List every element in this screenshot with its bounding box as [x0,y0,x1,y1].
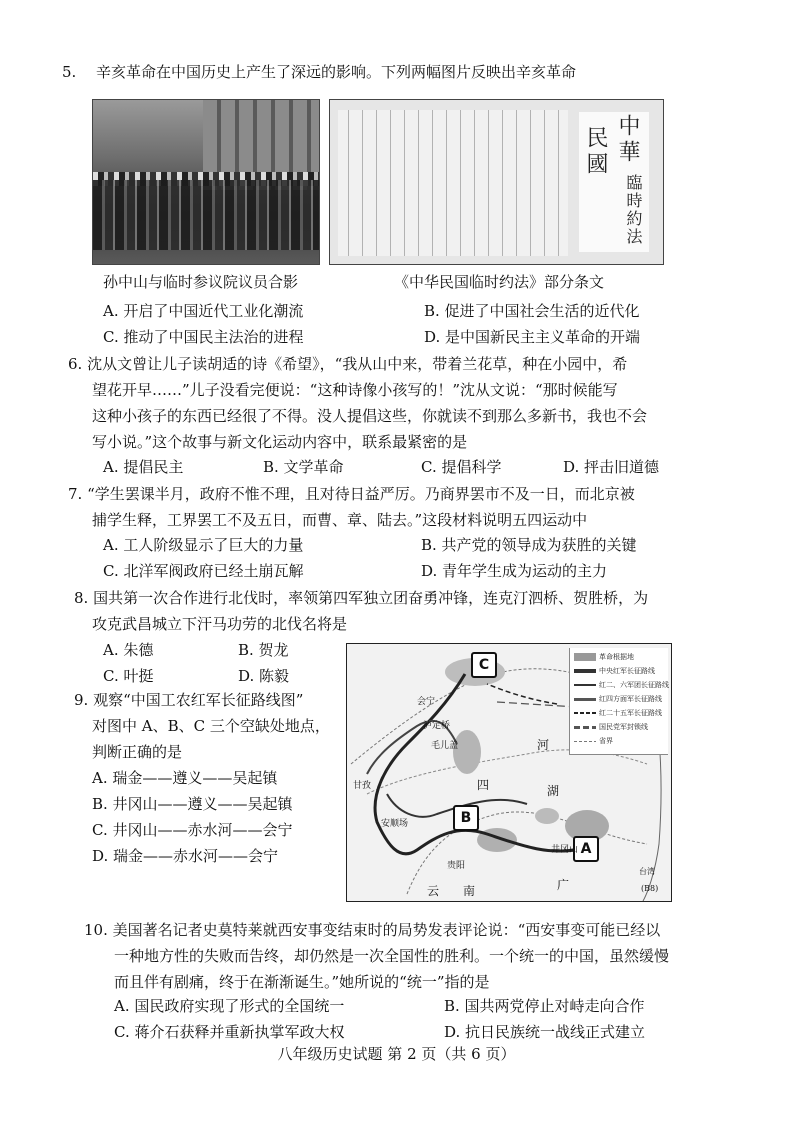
legend-item [574,694,662,704]
q5-number: 5. [62,63,77,81]
q5-caption-left: 孙中山与临时参议院议员合影 [103,273,299,291]
legend-swatch [574,712,596,714]
q8-stem-line2: 攻克武昌城立下汗马功劳的北伐名将是 [92,615,348,633]
legend-swatch [574,684,596,686]
q5-option-c[interactable]: C. 推动了中国民主法治的进程 [103,328,304,346]
legend-item [574,680,669,690]
base-area [453,730,481,774]
q7-option-d[interactable]: D. 青年学生成为运动的主力 [421,562,608,580]
map-label-jinggangshan: 井冈山 [551,845,579,855]
q6-option-b[interactable]: B. 文学革命 [263,458,344,476]
q8-option-c[interactable]: C. 叶挺 [103,667,154,685]
legend-swatch [574,726,596,729]
map-label-henan: 河 [537,738,550,752]
q9-option-a[interactable]: A. 瑞金——遵义——吴起镇 [92,769,278,787]
map-code: (B8) [641,884,659,893]
q10-stem-line1: 10. 美国著名记者史莫特莱就西安事变结束时的局势发表评论说：“西安事变可能已经以 [84,921,661,939]
legend-label: 红二、六军团长征路线 [599,681,669,689]
q6-stem-line4: 写小说。”这个故事与新文化运动内容中，联系最紧密的是 [92,433,468,451]
legend-swatch [574,669,596,673]
q7-option-a[interactable]: A. 工人阶级显示了巨大的力量 [103,536,304,554]
map-label-guangxi: 广 [557,878,570,892]
long-march-route-map [346,643,672,902]
legend-label: 红四方面军长征路线 [599,695,662,703]
q8-option-d[interactable]: D. 陈毅 [238,667,290,685]
q7-option-b[interactable]: B. 共产党的领导成为获胜的关键 [421,536,637,554]
doc-title-linshiyuefa: 臨時約法 [624,174,643,246]
map-label-maoergai: 毛儿盖 [431,741,459,751]
legend-label: 省界 [599,737,613,745]
map-legend [569,648,668,755]
map-label-yunnan: 云 [427,884,440,898]
q6-option-d[interactable]: D. 抨击旧道德 [563,458,660,476]
q9-option-c[interactable]: C. 井冈山——赤水河——会宁 [92,821,293,839]
doc-title-zhonghua: 中華 [615,114,640,166]
map-label-nan: 南 [463,884,476,898]
q10-option-c[interactable]: C. 蒋介石获释并重新执掌军政大权 [114,1023,345,1041]
base-area [535,808,559,824]
map-marker-c: C [471,652,497,678]
q9-stem-line3: 判断正确的是 [92,743,183,761]
q6-stem-line2: 望花开早……”儿子没看完便说：“这种诗像小孩写的！”沈从文说：“那时候能写 [92,381,618,399]
sun-yatsen-group-photo [92,99,320,265]
province-border [367,750,647,794]
q5-option-a[interactable]: A. 开启了中国近代工业化潮流 [103,302,304,320]
map-label-luding: 泸定桥 [423,721,451,731]
map-marker-a: A [573,836,599,862]
provisional-constitution-image [329,99,664,265]
q7-stem-line2: 捕学生释，工界罢工不及五日，而曹、章、陆去。”这段材料说明五四运动中 [92,511,588,529]
twenty-fifth-army-route [487,684,557,704]
q6-option-c[interactable]: C. 提倡科学 [421,458,502,476]
q7-option-c[interactable]: C. 北洋军阀政府已经土崩瓦解 [103,562,304,580]
legend-label: 国民党军封锁线 [599,723,648,731]
constitution-title [579,112,649,252]
legend-swatch [574,653,596,661]
q5-option-d[interactable]: D. 是中国新民主主义革命的开端 [424,328,641,346]
map-label-taiwan: 台湾 [639,867,655,876]
map-label-sichuan: 四 [477,778,490,792]
legend-item [574,652,634,662]
map-label-hunan: 湖 [547,784,560,798]
q8-option-a[interactable]: A. 朱德 [103,641,154,659]
q9-option-d[interactable]: D. 瑞金——赤水河——会宁 [92,847,279,865]
q9-stem-line1: 9. 观察“中国工农红军长征路线图” [74,691,304,709]
q7-stem-line1: 7. “学生罢课半月，政府不惟不理，且对待日益严厉。乃商界罢市不及一日，而北京被 [68,485,635,503]
q8-stem-line1: 8. 国共第一次合作进行北伐时，率领第四军独立团奋勇冲锋，连克汀泗桥、贺胜桥，为 [74,589,649,607]
map-label-ganzi: 甘孜 [353,781,372,791]
q5-stem: 辛亥革命在中国历史上产生了深远的影响。下列两幅图片反映出辛亥革命 [96,63,577,81]
q6-stem-line3: 这种小孩子的东西已经很了不得。没人提倡这些，你就读不到那么多新书，我也不会 [92,407,648,425]
map-marker-b: B [453,805,479,831]
map-label-huining: 会宁 [417,697,436,707]
legend-label: 革命根据地 [599,653,634,661]
province-border [407,812,647,894]
q6-stem-line1: 6. 沈从文曾让儿子读胡适的诗《希望》，“我从山中来，带着兰花草，种在小园中，希 [68,355,628,373]
q10-option-a[interactable]: A. 国民政府实现了形式的全国统一 [114,997,345,1015]
legend-item [574,666,655,676]
legend-swatch [574,698,596,701]
legend-label: 中央红军长征路线 [599,667,655,675]
constitution-text-columns [338,110,568,256]
doc-title-minguo: 民國 [583,126,608,178]
legend-item [574,708,662,718]
q10-stem-line3: 而且伴有剧痛，终于在渐渐诞生。”她所说的“统一”指的是 [114,973,490,991]
q10-option-b[interactable]: B. 国共两党停止对峙走向合作 [444,997,645,1015]
legend-label: 红二十五军长征路线 [599,709,662,717]
legend-swatch [574,741,596,742]
legend-item [574,722,648,732]
page-footer: 八年级历史试题 第 2 页（共 6 页） [277,1045,516,1063]
legend-item [574,736,613,746]
q5-caption-right: 《中华民国临时约法》部分条文 [394,273,605,291]
q9-stem-line2: 对图中 A、B、C 三个空缺处地点， [92,717,330,735]
q8-option-b[interactable]: B. 贺龙 [238,641,289,659]
q9-option-b[interactable]: B. 井冈山——遵义——吴起镇 [92,795,293,813]
map-label-anshunchang: 安顺场 [381,819,409,829]
q5-option-b[interactable]: B. 促进了中国社会生活的近代化 [424,302,640,320]
photo-crowd [93,180,319,250]
q10-stem-line2: 一种地方性的失败而告终，却仍然是一次全国性的胜利。一个统一的中国，虽然缓慢 [114,947,670,965]
q10-option-d[interactable]: D. 抗日民族统一战线正式建立 [444,1023,646,1041]
map-label-guiyang: 贵阳 [447,861,466,871]
q6-option-a[interactable]: A. 提倡民主 [103,458,184,476]
